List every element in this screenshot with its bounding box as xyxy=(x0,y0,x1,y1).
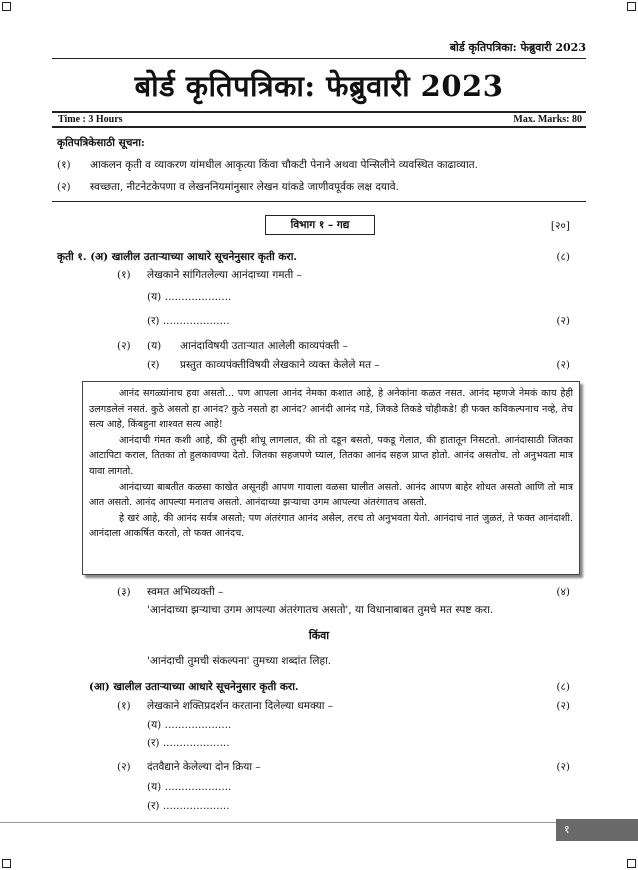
section-marks: [२०] xyxy=(550,220,570,232)
subquestion-number: (१) xyxy=(117,269,131,281)
question-marks: (८) xyxy=(556,251,570,263)
subquestion-prompt: 'आनंदाची तुमची संकल्पना' तुमच्या शब्दांत लिहा. xyxy=(147,655,332,667)
answer-blank: (र) .................... xyxy=(147,737,230,749)
header-rule xyxy=(52,58,586,59)
crop-mark-bottom-right xyxy=(627,859,636,868)
time-label: Time : 3 Hours xyxy=(58,114,123,125)
answer-blank: (र) .................... xyxy=(147,800,230,812)
subquestion-number: (३) xyxy=(117,586,131,598)
subquestion-part-label: (र) xyxy=(147,359,160,371)
passage-paragraph: आनंदाच्या बाबतीत कळसा काखेत असूनही आपण गावाला वळसा घालीत असतो. आनंद आपण बाहेर शोधत असतो आणि तो मात्र आत असतो. आनंद आपल्या मनातच असतो. आनंदाच्या झऱ्याचा उगम आपल्या अंतरंगातच असतो. xyxy=(89,481,573,509)
question-heading: कृती १. (अ) खालील उताऱ्याच्या आधारे सूचनेनुसार कृती करा. xyxy=(57,251,298,263)
instructions-divider xyxy=(52,201,586,202)
question-heading: (आ) खालील उताऱ्याच्या आधारे सूचनेनुसार कृती करा. xyxy=(89,681,299,693)
instruction-number: (२) xyxy=(57,181,71,193)
passage-box xyxy=(82,381,580,575)
instructions-heading: कृतिपत्रिकेसाठी सूचना: xyxy=(57,137,145,149)
crop-mark-bottom-left xyxy=(2,859,11,868)
page-title: बोर्ड कृतिपत्रिका: फेब्रुवारी 2023 xyxy=(134,69,504,103)
passage-paragraph: हे खरं आहे, की आनंद सर्वत्र असतो; पण अंतरंगात आनंद असेल, तरच तो अनुभवता येतो. आनंदाचं नातं जुळतं, ते फक्त आनंदाशी. आनंदाला आकर्षित करतो, तो फक्त आनंदच. xyxy=(89,512,573,540)
subquestion-number: (१) xyxy=(117,700,131,712)
crop-mark-top-right xyxy=(627,2,636,11)
subquestion-marks: (२) xyxy=(556,700,570,712)
answer-blank: (र) .................... xyxy=(147,315,230,327)
subquestion-marks: (४) xyxy=(556,586,570,598)
subquestion-number: (२) xyxy=(117,340,131,352)
subquestion-marks: (२) xyxy=(556,315,570,327)
or-separator: किंवा xyxy=(308,629,330,642)
subquestion-number: (२) xyxy=(117,761,131,773)
answer-blank: (य) .................... xyxy=(147,781,232,793)
max-marks-label: Max. Marks: 80 xyxy=(513,114,582,125)
instruction-number: (१) xyxy=(57,159,71,171)
subquestion-text: लेखकाने शक्तिप्रदर्शन करताना दिलेल्या धमक्या – xyxy=(147,700,334,712)
passage-paragraph: आनंदाची गंमत कशी आहे, की तुम्ही शोधू लागलात, की तो दडून बसतो, पकडू गेलात, की हातातून निसटतो. आनंदासाठी जितका आटापिटा कराल, तितका तो हुलकावण्या देतो. जितका सहजपणे घ्याल, तितका आनंद सहज प्राप्त होतो. आनंद असतोच. तो अनुभवता मात्र यावा लागतो. xyxy=(89,434,573,477)
passage-paragraph: आनंद सगळ्यांनाच हवा असतो... पण आपला आनंद नेमका कशात आहे, हे अनेकांना कळत नसत. आनंद म्हणजे नेमकं काय हेही उलगडलेलं नसतं. कुठे असतो हा आनंद? कुठे नसतो हा आनंद? आनंदी आनंद गडे, जिकडे तिकडे चोहीकडे! ही फक्त कविकल्पनाच नव्हे, तेच सत्य आहे, किंबहुना शाश्वत सत्य आहे! xyxy=(89,388,573,431)
subquestion-marks: (२) xyxy=(556,761,570,773)
subquestion-text: प्रस्तुत काव्यपंक्तीविषयी लेखकाने व्यक्त केलेले मत – xyxy=(180,359,380,371)
footer-rule xyxy=(0,822,638,823)
section-heading-box: विभाग १ – गद्य xyxy=(265,215,375,235)
subquestion-text: लेखकाने सांगितलेल्या आनंदाच्या गमती – xyxy=(147,269,302,281)
instruction-text: स्वच्छता, नीटनेटकेपणा व लेखननियमांनुसार लेखन यांकडे जाणीवपूर्वक लक्ष दयावे. xyxy=(90,181,399,193)
page-number: १ xyxy=(556,819,638,841)
subquestion-marks: (२) xyxy=(556,359,570,371)
subquestion-part-label: (य) xyxy=(147,340,162,352)
question-marks: (८) xyxy=(556,681,570,693)
subquestion-text: आनंदाविषयी उताऱ्यात आलेली काव्यपंक्ती – xyxy=(180,340,348,352)
answer-blank: (य) .................... xyxy=(147,291,232,303)
crop-mark-top-left xyxy=(2,2,11,11)
running-header: बोर्ड कृतिपत्रिका: फेब्रुवारी 2023 xyxy=(449,41,586,54)
time-marks-band xyxy=(52,111,586,128)
instruction-text: आकलन कृती व व्याकरण यांमधील आकृत्या किंवा चौकटी पेनाने अथवा पेन्सिलीने व्यवस्थित काढाव्यात. xyxy=(90,159,478,171)
subquestion-prompt: 'आनंदाच्या झऱ्याचा उगम आपल्या अंतरंगातच असतो', या विधानाबाबत तुमचे मत स्पष्ट करा. xyxy=(147,604,494,616)
subquestion-text: स्वमत अभिव्यक्ती – xyxy=(147,586,224,598)
subquestion-text: दंतवैद्याने केलेल्या दोन क्रिया – xyxy=(147,761,261,773)
answer-blank: (य) .................... xyxy=(147,719,232,731)
